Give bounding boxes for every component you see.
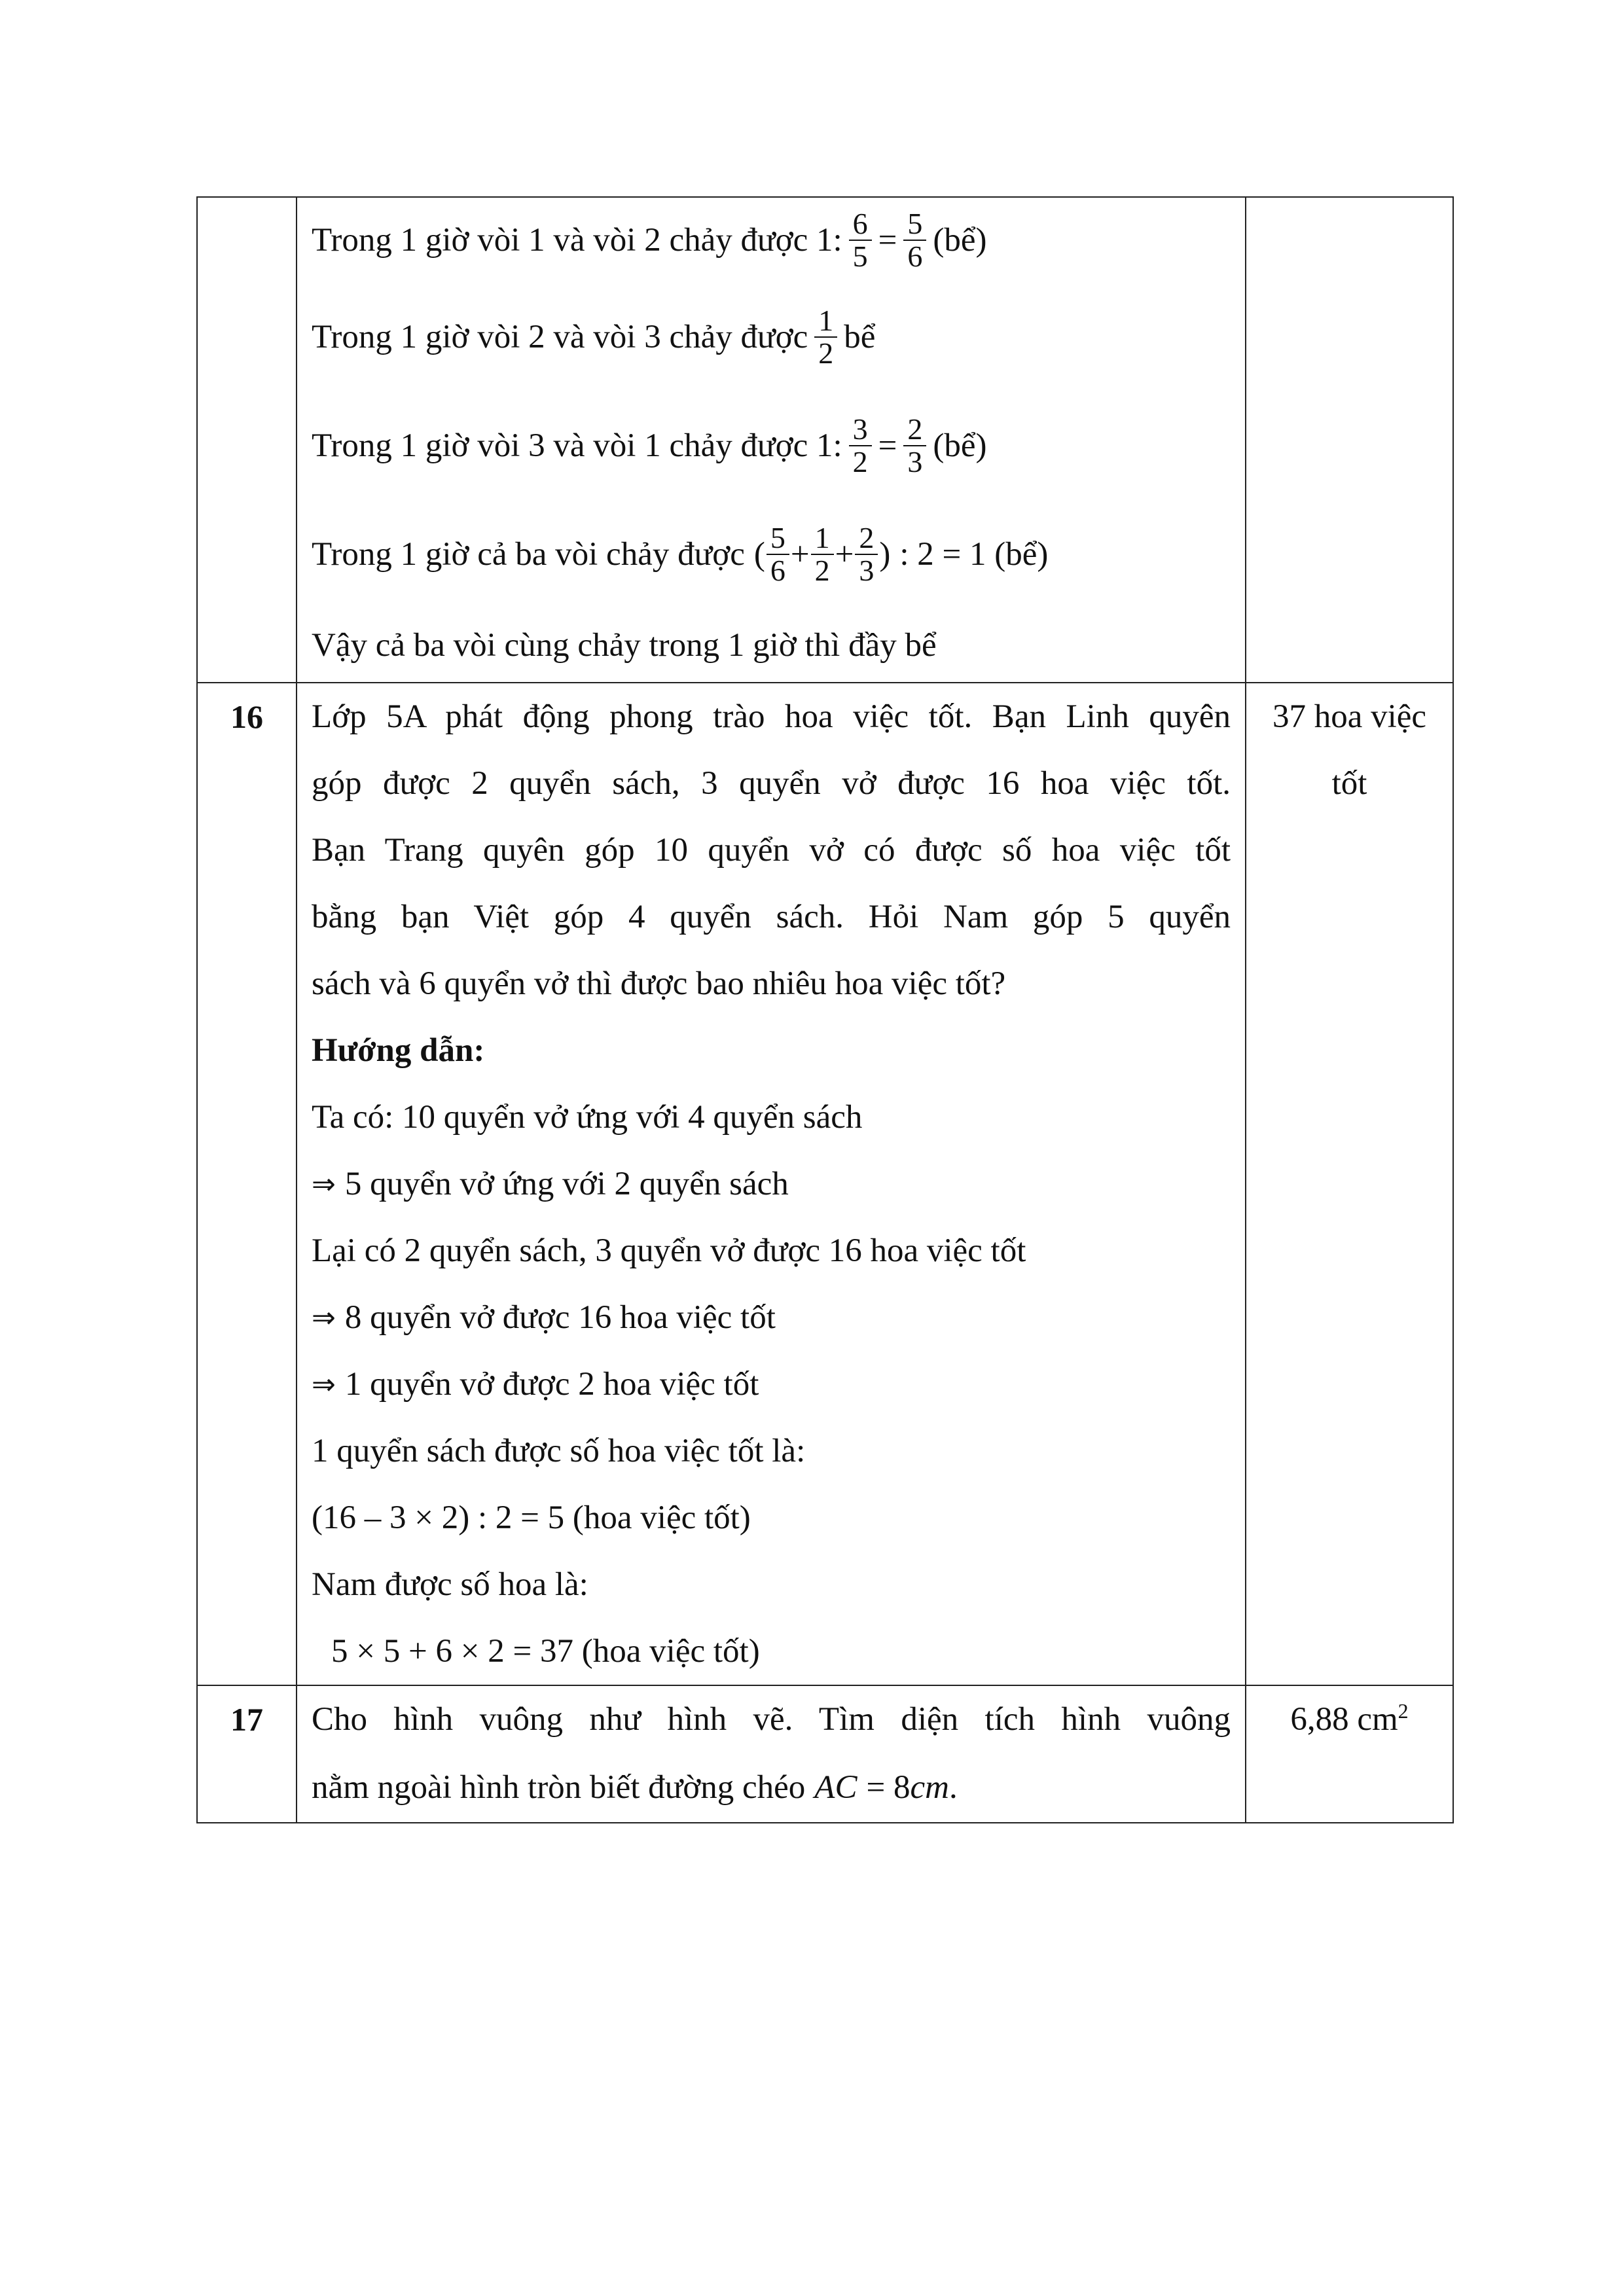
row-number-cell	[197, 683, 297, 1685]
fraction: $\frac{1}{2}$	[811, 522, 834, 587]
solution-line: Nam được số hoa là:	[312, 1566, 588, 1603]
answer-text: 6,88 $cm^2$	[1290, 1699, 1409, 1738]
solution-cell	[297, 197, 1246, 683]
fraction: $\frac{2}{3}$	[855, 522, 878, 587]
row-number: 17	[230, 1701, 263, 1738]
fraction: $\frac{5}{6}$	[767, 522, 789, 587]
answer-table	[196, 196, 1454, 1823]
question-text: Cho hình vuông như hình vẽ. Tìm diện tích hình vuông	[312, 1701, 1231, 1738]
guide-title: Hướng dẫn:	[312, 1032, 485, 1069]
solution-line: Ta có: 10 quyển vở ứng với 4 quyển sách	[312, 1099, 863, 1136]
solution-line: Lại có 2 quyển sách, 3 quyển vở được 16 hoa việc tốt	[312, 1232, 1026, 1269]
fraction: $\frac{2}{3}$	[903, 414, 926, 478]
fraction: $\frac{1}{2}$	[814, 305, 837, 370]
question-text: Lớp 5A phát động phong trào hoa việc tốt. Bạn Linh quyên góp được 2 quyển sách, 3 quyển vở được 16 hoa việc tốt. Bạn Trang quyên góp 10 quyển vở có được số hoa việc tốt bằng bạn Việt góp 4 quyển sách. Hỏi Nam góp 5 quyển sách và 6 quyển vở thì được bao nhiêu hoa việc tốt?	[312, 698, 1231, 1002]
solution-line: (16 – 3 × 2) : 2 = 5 (hoa việc tốt)	[312, 1499, 751, 1536]
table-row-17	[197, 1685, 1453, 1823]
question-cell	[297, 683, 1246, 1685]
implies-icon: ⇒	[312, 1300, 336, 1335]
question-text: nằm ngoài hình tròn biết đường chéo AC = 8 cm .	[312, 1769, 958, 1806]
fraction: $\frac{5}{6}$	[903, 208, 926, 273]
answer-cell	[1246, 683, 1453, 1685]
solution-line: Trong 1 giờ cả ba vòi chảy được ( $\frac{5}{6}$ + $\frac{1}{2}$ + $\frac{2}{3}$ ) : 2 = 1 (bể)	[312, 520, 1049, 587]
row-number: 16	[230, 698, 263, 735]
row-number-cell	[197, 197, 297, 683]
solution-line: 5 × 5 + 6 × 2 = 37 (hoa việc tốt)	[331, 1633, 760, 1670]
solution-line: ⇒ 1 quyển vở được 2 hoa việc tốt	[312, 1366, 759, 1403]
solution-line: Trong 1 giờ vòi 1 và vòi 2 chảy được 1: $\frac{6}{5}$ = $\frac{5}{6}$ (bể)	[312, 206, 987, 273]
solution-line: Vậy cả ba vòi cùng chảy trong 1 giờ thì đầy bể	[312, 627, 937, 664]
fraction: $\frac{3}{2}$	[849, 414, 872, 478]
solution-line: 1 quyển sách được số hoa việc tốt là:	[312, 1433, 806, 1469]
question-cell	[297, 1685, 1246, 1823]
answer-text: 37 hoa việc	[1272, 698, 1427, 735]
table-row-16	[197, 683, 1453, 1685]
fraction: $\frac{6}{5}$	[849, 208, 872, 273]
answer-cell	[1246, 197, 1453, 683]
solution-line: ⇒ 8 quyển vở được 16 hoa việc tốt	[312, 1299, 776, 1336]
row-number-cell	[197, 1685, 297, 1823]
implies-icon: ⇒	[312, 1367, 336, 1401]
solution-line: Trong 1 giờ vòi 2 và vòi 3 chảy được $\frac{1}{2}$ bể	[312, 303, 876, 370]
answer-text: tốt	[1331, 765, 1367, 802]
solution-line: ⇒ 5 quyển vở ứng với 2 quyển sách	[312, 1166, 789, 1202]
table-row-continuation	[197, 197, 1453, 683]
implies-icon: ⇒	[312, 1167, 336, 1201]
solution-line: Trong 1 giờ vòi 3 và vòi 1 chảy được 1: $\frac{3}{2}$ = $\frac{2}{3}$ (bể)	[312, 412, 987, 478]
answer-cell	[1246, 1685, 1453, 1823]
